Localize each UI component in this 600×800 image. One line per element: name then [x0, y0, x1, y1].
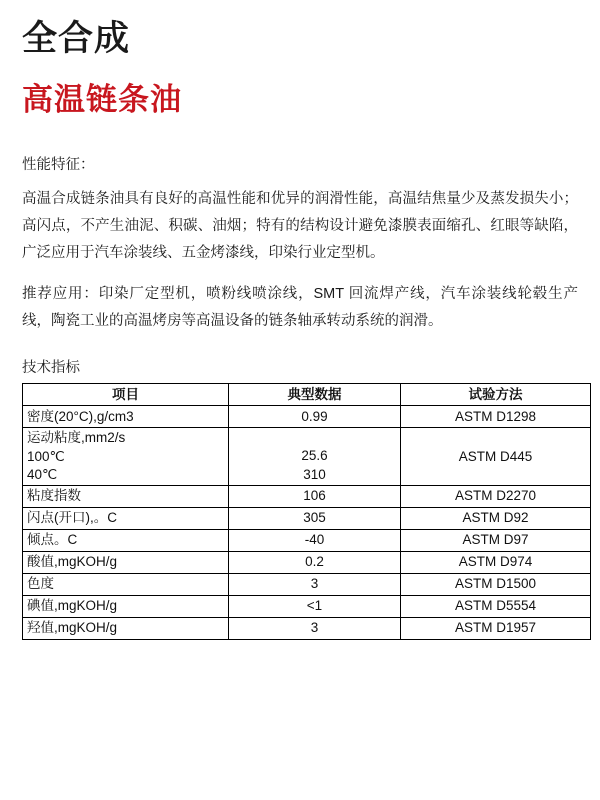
cell-method: ASTM D5554	[401, 596, 591, 618]
cell-method: ASTM D2270	[401, 486, 591, 508]
cell-method: ASTM D974	[401, 552, 591, 574]
cell-item: 倾点。C	[23, 530, 229, 552]
cell-value: 3	[229, 618, 401, 640]
table-header-method: 试验方法	[401, 384, 591, 406]
tech-specs-label: 技术指标	[22, 360, 80, 377]
cell-value-2: 310	[303, 466, 326, 482]
cell-value: 3	[229, 574, 401, 596]
table-row	[23, 574, 591, 596]
features-paragraph: 高温合成链条油具有良好的高温性能和优异的润滑性能，高温结焦量少及蒸发损失小；高闪点，不产生油泥、积碳、油烟；特有的结构设计避免漆膜表面缩孔、红眼等缺陷，广泛应用于汽车涂装线、五金烤漆线，印染行业定型机。	[22, 191, 578, 261]
cell-item-title: 运动粘度,mm2/s	[27, 430, 126, 446]
applications-paragraph: 推荐应用：印染厂定型机，喷粉线喷涂线，SMT 回流焊产线，汽车涂装线轮毂生产线，陶瓷工业的高温烤房等高温设备的链条轴承转动系统的润滑。	[22, 285, 578, 329]
cell-method: ASTM D445	[401, 428, 591, 486]
cell-value-1: 25.6	[301, 448, 328, 464]
cell-method: ASTM D1298	[401, 406, 591, 428]
table-header-row	[23, 384, 591, 406]
cell-value: 0.99	[229, 406, 401, 428]
cell-value: 305	[229, 508, 401, 530]
cell-method: ASTM D1957	[401, 618, 591, 640]
cell-item: 粘度指数	[23, 486, 229, 508]
table-row	[23, 618, 591, 640]
cell-value: <1	[229, 596, 401, 618]
cell-item: 碘值,mgKOH/g	[23, 596, 229, 618]
cell-value: 106	[229, 486, 401, 508]
cell-method: ASTM D92	[401, 508, 591, 530]
table-row	[23, 552, 591, 574]
cell-value: 0.2	[229, 552, 401, 574]
table-row	[23, 596, 591, 618]
cell-item-sub-2: 40℃	[27, 466, 58, 482]
page-title-sub: 高温链条油	[22, 81, 182, 117]
table-row	[23, 486, 591, 508]
features-label: 性能特征：	[22, 156, 95, 173]
cell-value	[229, 428, 401, 486]
cell-item	[23, 428, 229, 486]
table-row	[23, 508, 591, 530]
cell-item: 羟值,mgKOH/g	[23, 618, 229, 640]
page-title-main: 全合成	[22, 19, 131, 58]
tech-specs-table	[22, 383, 591, 640]
cell-method: ASTM D97	[401, 530, 591, 552]
cell-item: 密度(20°C),g/cm3	[23, 406, 229, 428]
cell-item: 色度	[23, 574, 229, 596]
cell-item: 酸值,mgKOH/g	[23, 552, 229, 574]
table-row	[23, 530, 591, 552]
table-row	[23, 406, 591, 428]
table-header-value: 典型数据	[229, 384, 401, 406]
cell-value: -40	[229, 530, 401, 552]
cell-item: 闪点(开口),。C	[23, 508, 229, 530]
table-row	[23, 428, 591, 486]
cell-item-sub-1: 100℃	[27, 448, 65, 464]
cell-method: ASTM D1500	[401, 574, 591, 596]
table-header-item: 项目	[23, 384, 229, 406]
